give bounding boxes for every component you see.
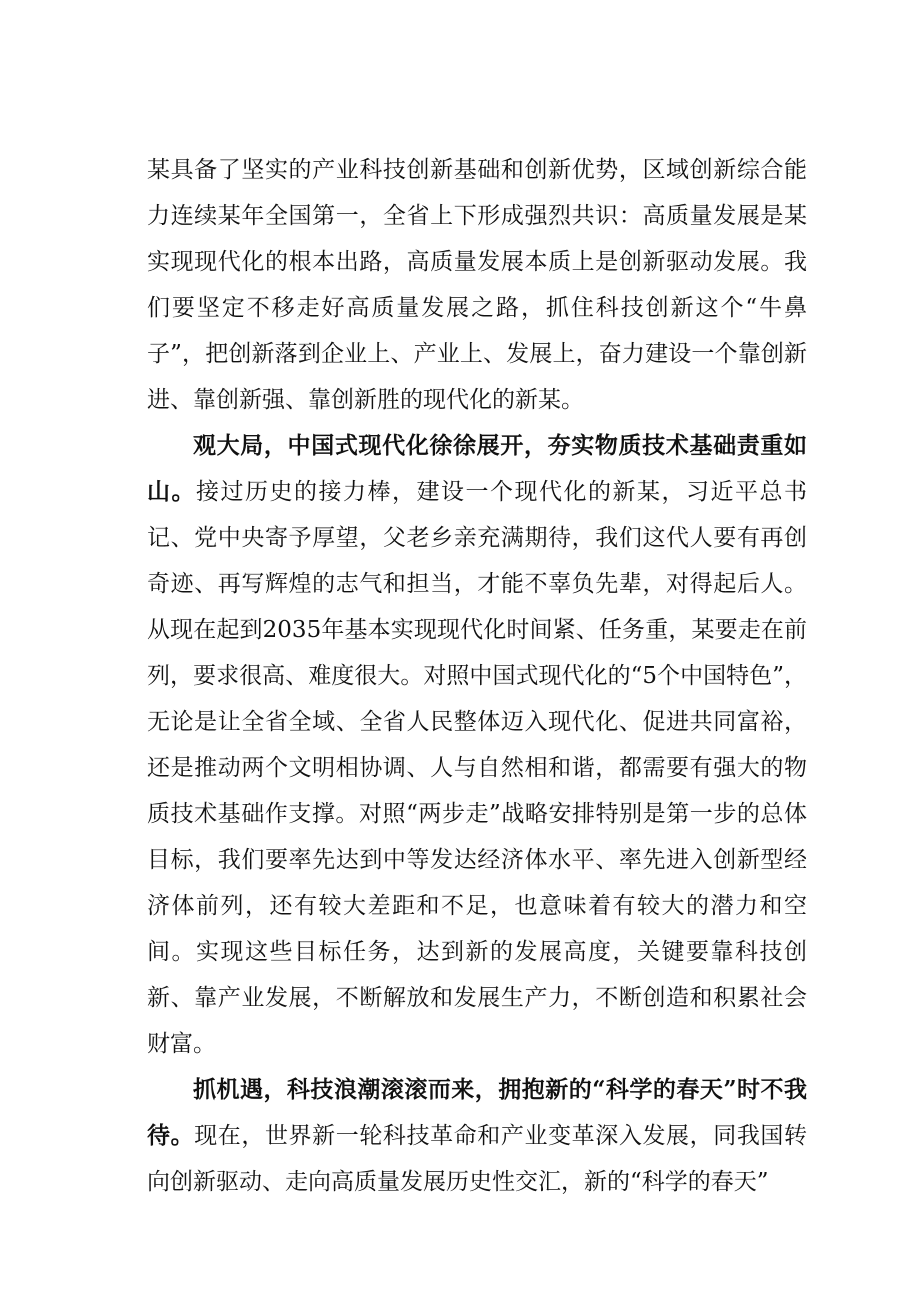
paragraph-1-text: 某具备了坚实的产业科技创新基础和创新优势，区域创新综合能力连续某年全国第一，全省上下形成强烈共识：高质量发展是某实现现代化的根本出路，高质量发展本质上是创新驱动发展。我们要坚定不移走好高质量发展之路，抓住科技创新这个“牛鼻子”，把创新落到企业上、产业上、发展上，奋力建设一个靠创新进、靠创新强、靠创新胜的现代化的新某。: [147, 157, 807, 413]
paragraph-3: [147, 1067, 807, 1205]
paragraph-3-text: 现在，世界新一轮科技革命和产业变革深入发展，同我国转向创新驱动、走向高质量发展历史性交汇，新的“科学的春天”: [147, 1123, 808, 1195]
paragraph-2: [147, 423, 807, 1067]
paragraph-2-lead: 观大局，中国式现代化徐徐展开，夯实物质技术基础责重如山。: [147, 432, 807, 505]
document-body: [147, 147, 807, 1205]
paragraph-1: [147, 147, 807, 423]
paragraph-2-text: 接过历史的接力棒，建设一个现代化的新某，习近平总书记、党中央寄予厚望，父老乡亲充满期待，我们这代人要有再创奇迹、再写辉煌的志气和担当，才能不辜负先辈，对得起后人。从现在起到2035年基本实现现代化时间紧、任务重，某要走在前列，要求很高、难度很大。对照中国式现代化的“5个中国特色”，无论是让全省全域、全省人民整体迈入现代化、促进共同富裕，还是推动两个文明相协调、人与自然相和谐，都需要有强大的物质技术基础作支撑。对照“两步走”战略安排特别是第一步的总体目标，我们要率先达到中等发达经济体水平、率先进入创新型经济体前列，还有较大差距和不足，也意味着有较大的潜力和空间。实现这些目标任务，达到新的发展高度，关键要靠科技创新、靠产业发展，不断解放和发展生产力，不断创造和积累社会财富。: [147, 479, 807, 1057]
paragraph-3-lead: 抓机遇，科技浪潮滚滚而来，拥抱新的“科学的春天”时不我待。: [147, 1076, 807, 1149]
